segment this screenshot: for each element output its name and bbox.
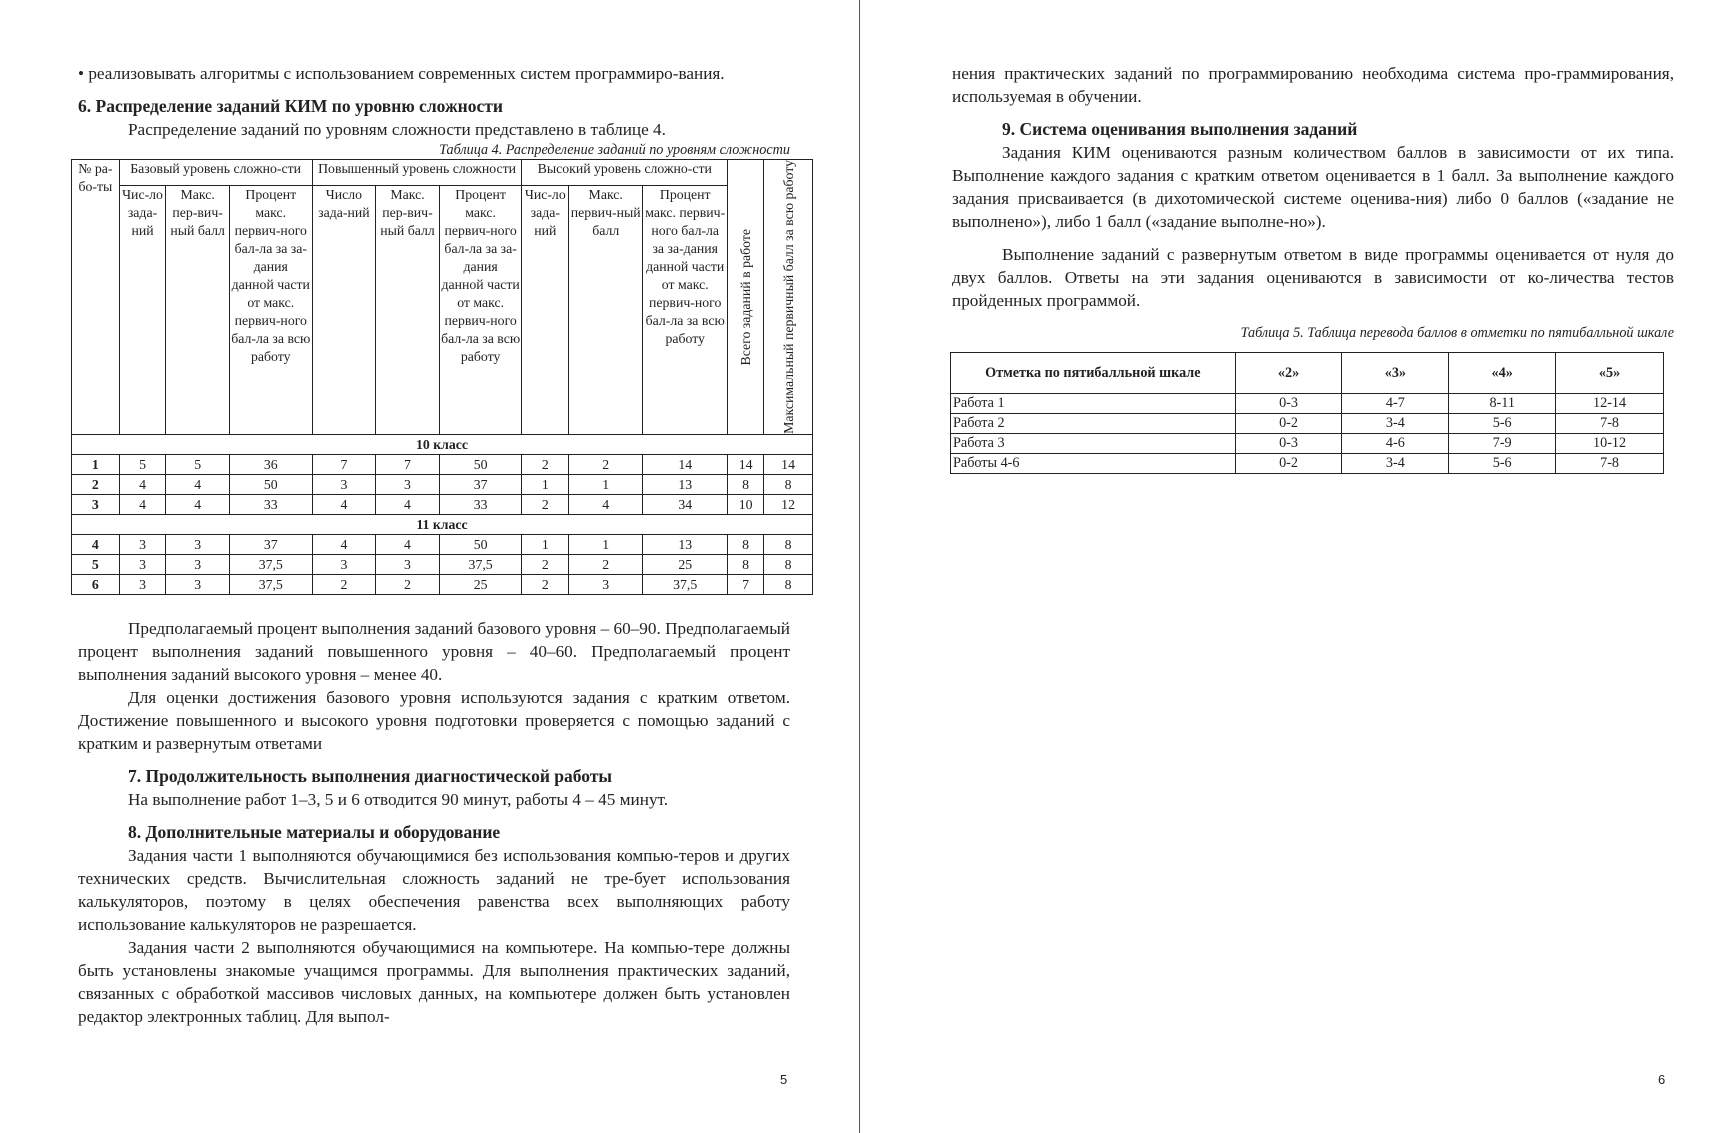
section-8-title: 8. Дополнительные материалы и оборудование <box>128 821 501 842</box>
t4-sub-basic-count: Чис-ло зада-ний <box>119 186 166 435</box>
t5-header-4: «4» <box>1449 353 1556 394</box>
t5-header-2: «2» <box>1235 353 1342 394</box>
table-5 <box>950 352 1664 474</box>
table-row: 3 4 4 33 4 4 33 2 4 34 10 12 <box>72 494 813 514</box>
table-row: Работа 3 0-3 4-6 7-9 10-12 <box>951 434 1664 454</box>
section-8-paragraph-2: Задания части 2 выполняются обучающимися на компьютере. На компью-тере должны быть установлены знакомые учащимся программы. Для выполнения практических заданий, связанных с обработкой массивов числовых данных, на компьютере должен быть установлен редактор электронных таблиц. Для выпол- <box>78 937 790 1026</box>
t4-sub-high-max: Макс. первич-ный балл <box>569 186 643 435</box>
section-9-paragraph-1: Задания КИМ оцениваются разным количеством баллов в зависимости от их типа. Выполнение каждого задания с кратким ответом оценивается в 1 балл. За выполнение каждого задания присваивается (в дихотомической системе оценива-ния) либо 0 баллов («задание не выполнено»), либо 1 балл («задание выполне-но»). <box>952 143 1674 231</box>
t4-sub-basic-max: Макс. пер-вич-ный балл <box>166 186 230 435</box>
t4-sub-high-pct: Процент макс. первич-ного бал-ла за за-дания данной части от макс. первич-ного бал-ла за всю работу <box>643 186 728 435</box>
table-4 <box>71 159 813 595</box>
page-number-left: 5 <box>780 1072 788 1087</box>
section-9-paragraph-2: Выполнение заданий с развернутым ответом в виде программы оценивается от нуля до двух баллов. Ответы на эти задания оцениваются в зависимости от ко-личества тестов пройденных программой. <box>952 245 1674 310</box>
t4-sub-adv-pct: Процент макс. первич-ного бал-ла за за-дания данной части от макс. первич-ного бал-ла за всю работу <box>439 186 522 435</box>
table-row: 6 3 3 37,5 2 2 25 2 3 37,5 7 8 <box>72 574 813 594</box>
t4-class-11-label: 11 класс <box>72 514 813 534</box>
table-row: Работа 1 0-3 4-7 8-11 12-14 <box>951 394 1664 414</box>
expected-percent-paragraph: Предполагаемый процент выполнения заданий базового уровня – 60–90. Предполагаемый процент выполнения заданий повышенного уровня – 40–60. Предполагаемый процент выполнения заданий высокого уровня – менее 40. <box>78 618 790 684</box>
evaluation-paragraph: Для оценки достижения базового уровня используются задания с кратким ответом. Достижение повышенного и высокого уровня подготовки проверяется с помощью заданий с кратким и развернутым ответами <box>78 687 790 753</box>
section-7-paragraph: На выполнение работ 1–3, 5 и 6 отводится 90 минут, работы 4 – 45 минут. <box>128 789 669 809</box>
table-row: 2 4 4 50 3 3 37 1 1 13 8 8 <box>72 474 813 494</box>
t4-header-max: Максимальный первичный балл за всю работу <box>764 160 813 435</box>
t4-sub-high-count: Чис-ло зада-ний <box>522 186 569 435</box>
right-page <box>860 0 1718 1133</box>
t5-header-mark: Отметка по пятибалльной шкале <box>951 353 1236 394</box>
t4-sub-adv-max: Макс. пер-вич-ный балл <box>376 186 440 435</box>
right-column <box>952 62 1674 474</box>
t4-header-total: Всего заданий в работе <box>728 160 764 435</box>
t4-sub-basic-pct: Процент макс. первич-ного бал-ла за за-дания данной части от макс. первич-ного бал-ла за всю работу <box>229 186 312 435</box>
continuation-paragraph: нения практических заданий по программированию необходима система про-граммирования, используемая в обучении. <box>952 64 1674 106</box>
t4-header-high: Высокий уровень сложно-сти <box>522 160 728 186</box>
table-4-caption: Таблица 4. Распределение заданий по уровням сложности <box>439 142 790 158</box>
t4-class-10-label: 10 класс <box>72 434 813 454</box>
section-9-title: 9. Система оценивания выполнения заданий <box>1002 119 1358 139</box>
section-6-title: 6. Распределение заданий КИМ по уровню сложности <box>78 96 503 116</box>
table-row: 5 3 3 37,5 3 3 37,5 2 2 25 8 8 <box>72 554 813 574</box>
t4-header-advanced: Повышенный уровень сложности <box>312 160 522 186</box>
section-6-paragraph: Распределение заданий по уровням сложности представлено в таблице 4. <box>128 120 666 139</box>
page-number-right: 6 <box>1658 1072 1666 1087</box>
section-8-paragraph-1: Задания части 1 выполняются обучающимися без использования компью-теров и других технических средств. Вычислительная сложность заданий не тре-бует использования калькуляторов, поэтому в целях обеспечения равенства всех выполняющих работу использование калькуляторов не разрешается. <box>78 845 790 934</box>
t4-header-num: № ра-бо-ты <box>72 160 120 435</box>
intro-bullet: • реализовывать алгоритмы с использованием современных систем программиро-вания. <box>78 64 725 83</box>
table-row: 1 5 5 36 7 7 50 2 2 14 14 14 <box>72 454 813 474</box>
t4-header-basic: Базовый уровень сложно-сти <box>119 160 312 186</box>
t4-sub-adv-count: Число зада-ний <box>312 186 376 435</box>
table-row: Работы 4-6 0-2 3-4 5-6 7-8 <box>951 454 1664 474</box>
table-5-caption: Таблица 5. Таблица перевода баллов в отметки по пятибалльной шкале <box>1240 325 1674 341</box>
t5-header-5: «5» <box>1556 353 1664 394</box>
table-row: Работа 2 0-2 3-4 5-6 7-8 <box>951 414 1664 434</box>
table-row: 4 3 3 37 4 4 50 1 1 13 8 8 <box>72 534 813 554</box>
left-column <box>78 62 796 1028</box>
t5-header-3: «3» <box>1342 353 1449 394</box>
section-7-title: 7. Продолжительность выполнения диагностической работы <box>128 765 613 786</box>
